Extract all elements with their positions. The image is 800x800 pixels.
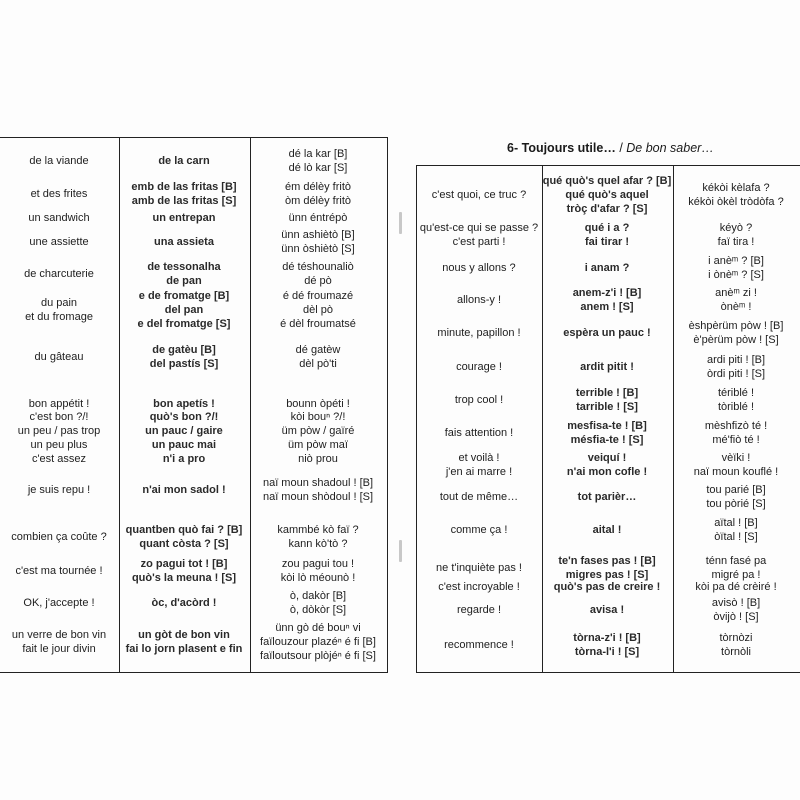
french-phrase: un verre de bon vin xyxy=(11,629,107,642)
pronunciation: dé la kar [B] xyxy=(288,148,348,161)
occitan-phrase: e de fromatge [B] xyxy=(138,290,230,303)
pronunciation: i ònèᵐ ? [S] xyxy=(708,269,764,281)
pronunciation: òrdi piti ! [S] xyxy=(706,368,766,380)
pronunciation: faïloutsour plòjéⁿ é fi [S] xyxy=(260,649,376,662)
table-top-border xyxy=(0,137,388,138)
pronunciation: kann kò'tò ? xyxy=(288,538,348,550)
pronunciation: tou pòrié [S] xyxy=(706,498,766,510)
french-phrase: ne t'inquiète pas ! xyxy=(436,562,522,575)
french-phrase: bon appétit ! xyxy=(28,397,90,410)
french-phrase: qu'est-ce qui se passe ? xyxy=(419,222,539,235)
table-bottom-border xyxy=(0,672,388,673)
french-phrase: tout de même… xyxy=(439,491,519,504)
occitan-phrase: aital ! xyxy=(592,524,622,537)
french-phrase: fais attention ! xyxy=(444,427,514,440)
section-title-occitan: De bon saber… xyxy=(626,141,714,155)
occitan-phrase: una assieta xyxy=(154,236,214,249)
pronunciation: faï tira ! xyxy=(717,236,755,248)
pronunciation: dèl pò xyxy=(303,304,333,317)
pronunciation: üm pòw maï xyxy=(288,438,348,451)
occitan-phrase: un pauc mai xyxy=(151,438,217,451)
french-phrase: c'est assez xyxy=(31,452,87,465)
french-phrase: je suis repu ! xyxy=(27,484,91,497)
occitan-phrase: fai lo jorn plasent e fin xyxy=(125,643,243,655)
right-page xyxy=(408,0,800,800)
table-bottom-border xyxy=(416,672,800,673)
occitan-phrase: de pan xyxy=(166,275,202,287)
french-phrase: de charcuterie xyxy=(24,268,94,281)
pronunciation: dèl pò'ti xyxy=(299,358,337,370)
french-phrase: une assiette xyxy=(29,236,89,249)
occitan-phrase: fai tirar ! xyxy=(584,236,629,248)
pronunciation: èshpèrüm pòw ! [B] xyxy=(688,320,784,333)
french-phrase: c'est ma tournée ! xyxy=(15,565,103,578)
section-number: 6- xyxy=(507,141,519,155)
french-phrase: courage ! xyxy=(456,361,502,374)
pronunciation: mèshfizò té ! xyxy=(704,420,768,433)
occitan-phrase: qué quò's aquel xyxy=(565,189,649,202)
pronunciation: aïtal ! [B] xyxy=(714,517,758,530)
pronunciation: ünn ashiètò [B] xyxy=(281,229,355,242)
pronunciation: è'pèrüm pòw ! [S] xyxy=(693,334,779,346)
french-phrase: nous y allons ? xyxy=(442,262,516,275)
french-phrase: du pain xyxy=(40,297,78,310)
occitan-phrase: tòrna-z'i ! [B] xyxy=(573,632,641,645)
occitan-phrase: e del fromatge [S] xyxy=(137,317,231,330)
occitan-phrase: i anam ? xyxy=(584,262,630,275)
pronunciation: tòriblé ! xyxy=(717,401,755,413)
pronunciation: ò, dakòr [B] xyxy=(289,590,347,603)
occitan-phrase: zo pagui tot ! [B] xyxy=(140,558,228,571)
pronunciation: òïtal ! [S] xyxy=(714,531,758,543)
pronunciation: üm pòw / gaïré xyxy=(281,425,355,438)
pronunciation: mé'fiò té ! xyxy=(712,434,760,446)
occitan-phrase: quantben quò fai ? [B] xyxy=(125,524,243,537)
french-phrase: fait le jour divin xyxy=(22,643,96,655)
pronunciation: kòi lò méounò ! xyxy=(280,572,356,584)
pronunciation: i anèᵐ ? [B] xyxy=(708,255,764,268)
occitan-phrase: mesfisa-te ! [B] xyxy=(567,420,647,433)
pronunciation: naï moun shadoul ! [B] xyxy=(262,477,374,490)
table-top-border xyxy=(416,165,800,166)
pronunciation: migré pa ! xyxy=(711,569,761,581)
section-title xyxy=(507,141,714,155)
pronunciation: ardi piti ! [B] xyxy=(706,354,766,367)
french-phrase: c'est parti ! xyxy=(452,236,506,248)
pronunciation: é dé froumazé xyxy=(282,290,354,303)
occitan-phrase: migres pas ! [S] xyxy=(565,569,649,581)
french-phrase: recommence ! xyxy=(444,639,514,652)
pronunciation: tòrnòli xyxy=(721,646,751,658)
occitan-phrase: ardit pitit ! xyxy=(580,361,634,374)
pronunciation: anèᵐ zi ! xyxy=(715,287,757,300)
occitan-phrase: quò's bon ?/! xyxy=(149,411,219,424)
occitan-phrase: veiquí ! xyxy=(587,452,627,465)
french-phrase: et voilà ! xyxy=(458,452,500,465)
pronunciation: kéyò ? xyxy=(719,222,753,235)
french-phrase: c'est quoi, ce truc ? xyxy=(431,189,527,202)
occitan-phrase: del pastís [S] xyxy=(149,358,219,370)
occitan-phrase: de tessonalha xyxy=(147,261,221,274)
pronunciation: dé pò xyxy=(304,275,332,287)
occitan-phrase: un pauc / gaire xyxy=(145,425,223,438)
pronunciation: dé lò kar [S] xyxy=(288,162,348,174)
french-phrase: OK, j'accepte ! xyxy=(23,597,95,610)
pronunciation: kòi pa dé crèiré ! xyxy=(695,581,777,594)
french-phrase: trop cool ! xyxy=(454,394,504,407)
pronunciation: niò prou xyxy=(298,452,338,465)
occitan-phrase: anem ! [S] xyxy=(580,301,634,313)
french-phrase: du gâteau xyxy=(34,351,84,364)
french-phrase: c'est bon ?/! xyxy=(29,411,89,424)
pronunciation: avisò ! [B] xyxy=(711,597,761,610)
occitan-phrase: n'ai mon sadol ! xyxy=(142,484,226,497)
french-phrase: comme ça ! xyxy=(450,524,508,537)
occitan-phrase: quò's la meuna ! [S] xyxy=(131,572,237,584)
pronunciation: ténn fasé pa xyxy=(705,555,767,568)
occitan-phrase: tarrible ! [S] xyxy=(576,401,638,413)
french-phrase: et des frites xyxy=(30,188,88,201)
french-phrase: et du fromage xyxy=(25,311,93,323)
occitan-phrase: amb de las fritas [S] xyxy=(131,195,237,207)
pronunciation: kòi bouⁿ ?/! xyxy=(290,411,346,424)
pronunciation: vèïki ! xyxy=(721,452,751,465)
pronunciation: kékòi òkèl tròdòfa ? xyxy=(688,196,784,208)
pronunciation: kammbé kò faï ? xyxy=(277,524,359,537)
pronunciation: é dèl froumatsé xyxy=(280,317,356,330)
pronunciation: tou parié [B] xyxy=(706,484,766,497)
occitan-phrase: qué quò's quel afar ? [B] xyxy=(542,175,672,188)
french-phrase: j'en ai marre ! xyxy=(445,466,513,478)
occitan-phrase: espèra un pauc ! xyxy=(563,327,651,340)
occitan-phrase: òc, d'acòrd ! xyxy=(151,597,217,610)
french-phrase: un peu plus xyxy=(30,438,88,451)
occitan-phrase: tròç d'afar ? [S] xyxy=(566,202,648,215)
occitan-phrase: de la carn xyxy=(158,155,210,168)
occitan-phrase: tòrna-l'i ! [S] xyxy=(574,646,640,658)
occitan-phrase: un entrepan xyxy=(152,212,216,225)
pronunciation: ünn òshiètò [S] xyxy=(281,243,355,255)
pronunciation: bounn òpéti ! xyxy=(286,397,350,410)
pronunciation: òvijò ! [S] xyxy=(713,611,759,623)
french-phrase: c'est incroyable ! xyxy=(438,581,520,594)
french-phrase: allons-y ! xyxy=(456,294,502,307)
left-page xyxy=(0,0,388,800)
pronunciation: faïlouzour plazéⁿ é fi [B] xyxy=(260,636,376,649)
occitan-phrase: del pan xyxy=(164,304,204,317)
occitan-phrase: de gatèu [B] xyxy=(152,344,216,357)
occitan-phrase: mésfia-te ! [S] xyxy=(570,434,644,446)
occitan-phrase: n'ai mon cofle ! xyxy=(566,466,648,478)
occitan-phrase: emb de las fritas [B] xyxy=(131,181,237,194)
binding-mark xyxy=(399,540,402,562)
pronunciation: ém délèy fritò xyxy=(284,181,352,194)
section-title-french: Toujours utile… xyxy=(521,141,616,155)
french-phrase: minute, papillon ! xyxy=(437,327,521,340)
occitan-phrase: quò's pas de creire ! xyxy=(553,581,661,594)
occitan-phrase: quant còsta ? [S] xyxy=(139,538,229,550)
pronunciation: tòrnòzi xyxy=(719,632,753,645)
occitan-phrase: tot parièr… xyxy=(577,491,637,504)
pronunciation: dé téshounaliò xyxy=(282,261,354,274)
pronunciation: kékòi kèlafa ? xyxy=(702,182,770,195)
french-phrase: un sandwich xyxy=(28,212,90,225)
binding-mark xyxy=(399,212,402,234)
pronunciation: zou pagui tou ! xyxy=(281,558,355,571)
occitan-phrase: te'n fases pas ! [B] xyxy=(558,555,656,568)
pronunciation: ünn éntrépò xyxy=(288,212,348,225)
pronunciation: dé gatèw xyxy=(295,344,341,357)
pronunciation: téribl​é ! xyxy=(717,387,755,400)
occitan-phrase: un gòt de bon vin xyxy=(138,629,230,642)
pronunciation: ünn gò dé bouⁿ vi xyxy=(275,622,361,635)
pronunciation: ònèᵐ ! xyxy=(720,301,752,313)
french-phrase: un peu / pas trop xyxy=(17,425,101,438)
french-phrase: combien ça coûte ? xyxy=(11,531,107,544)
french-phrase: regarde ! xyxy=(456,604,502,617)
occitan-phrase: qué i a ? xyxy=(584,222,630,235)
pronunciation: naï moun shòdoul ! [S] xyxy=(262,491,374,503)
occitan-phrase: terrible ! [B] xyxy=(575,387,639,400)
occitan-phrase: avisa ! xyxy=(589,604,625,617)
occitan-phrase: bon apetís ! xyxy=(153,397,215,410)
pronunciation: ò, dòkòr [S] xyxy=(289,604,347,616)
occitan-phrase: n'i a pro xyxy=(162,452,206,465)
pronunciation: naï moun kouflé ! xyxy=(693,466,779,478)
pronunciation: òm délèy fritò xyxy=(284,195,352,207)
occitan-phrase: anem-z'i ! [B] xyxy=(572,287,642,300)
french-phrase: de la viande xyxy=(29,155,89,168)
title-separator: / xyxy=(619,141,623,155)
